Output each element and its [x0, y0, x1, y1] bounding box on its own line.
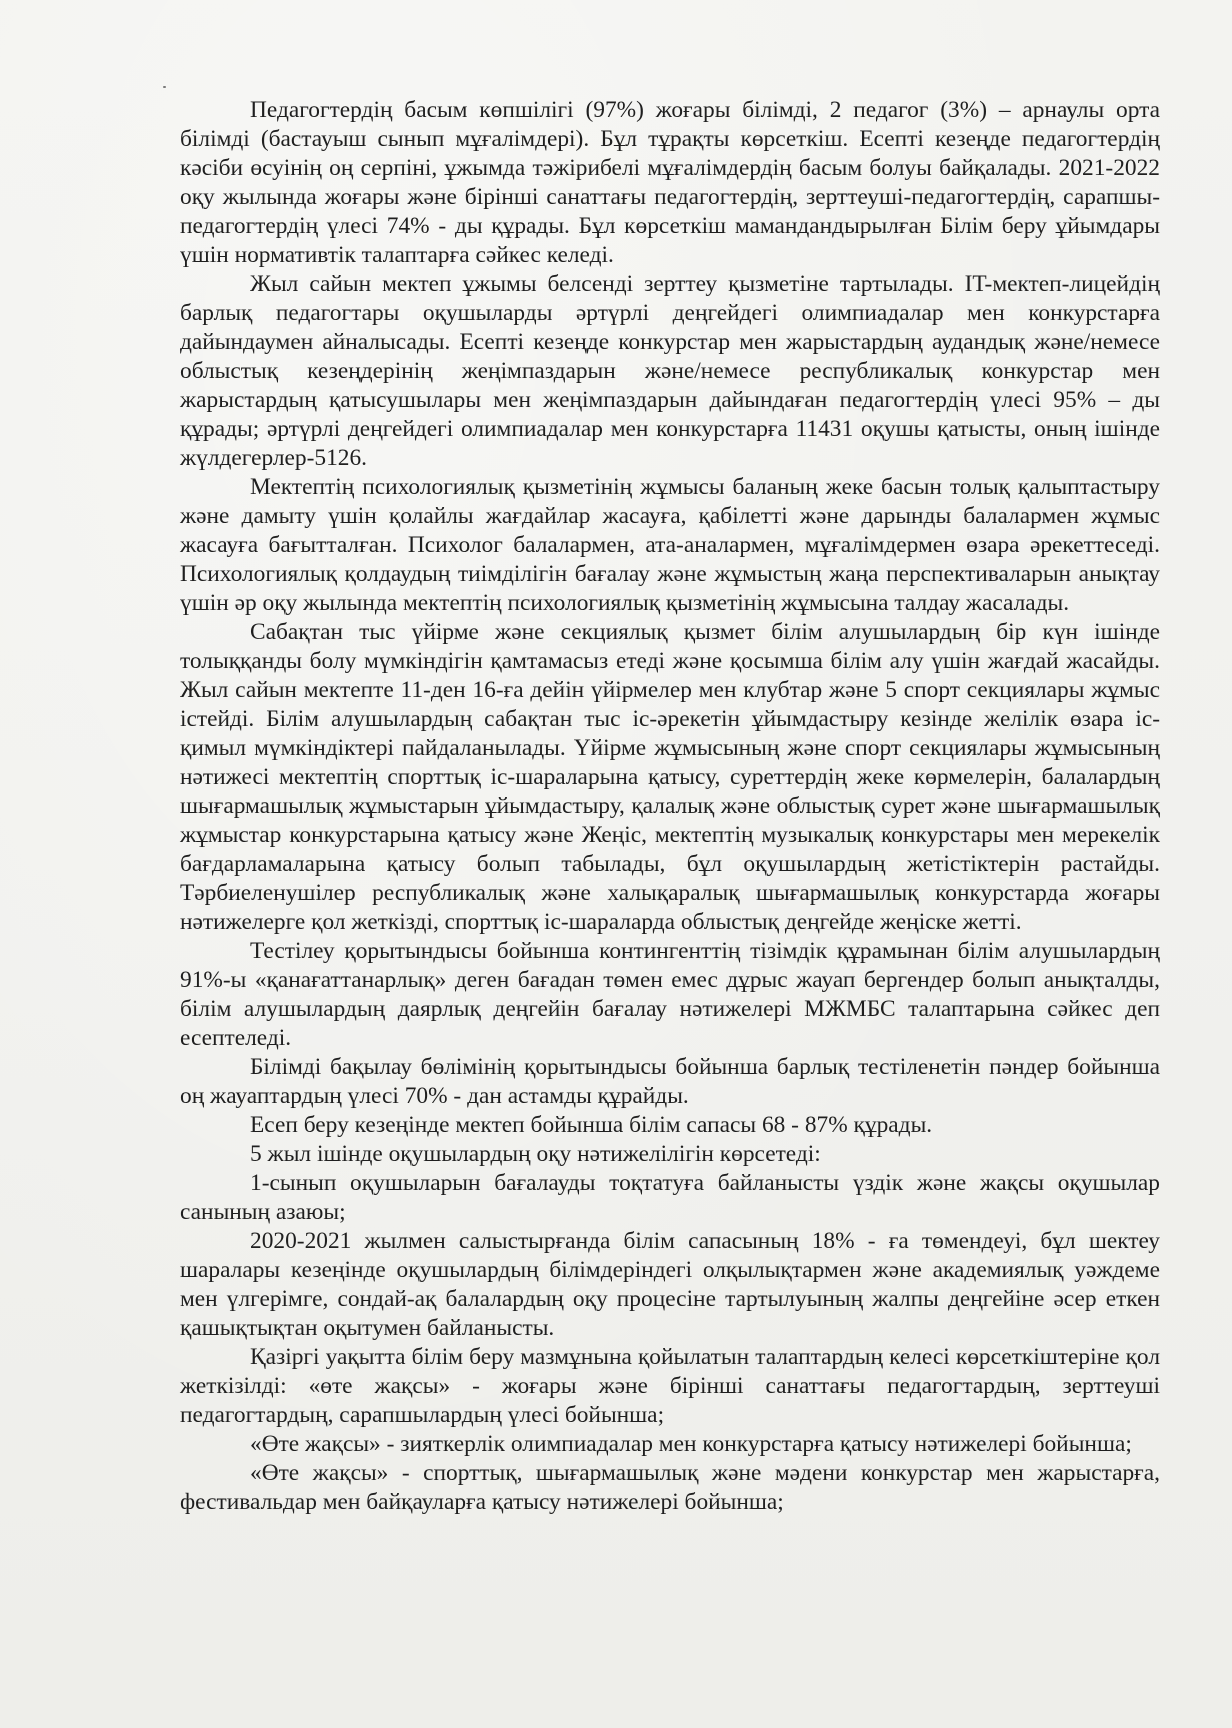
- paragraph-current-indicators: Қазіргі уақытта білім беру мазмұнына қойылатын талаптардың келесі көрсеткіштеріне қол жеткізілді: «өте жақсы» - жоғары және бірінші санаттағы педагогтардың, зерттеуші педагогтардың, сарапшылардың үлесі бойынша;: [180, 1344, 1160, 1428]
- paragraph-psychological-service: Мектептің психологиялық қызметінің жұмысы баланың жеке басын толық қалыптастыру және дамыту үшін қолайлы жағдайлар жасауға, қабілетті және дарынды балалармен жұмыс жасауға бағытталған. Психолог балалармен, ата-аналармен, мұғалімдермен өзара әрекеттеседі. Психологиялық қолдаудың тиімділігін бағалау және жұмыстың жаңа перспективаларын анықтау үшін әр оқу жылында мектептің психологиялық қызметінің жұмысына талдау жасалады.: [180, 474, 1160, 616]
- paragraph-quality-of-education: Есеп беру кезеңінде мектеп бойынша білім сапасы 68 - 87% құрады.: [250, 1112, 933, 1138]
- document-body: [180, 96, 1160, 1517]
- scan-speck: [163, 86, 166, 88]
- paragraph-teacher-qualification: Педагогтердің басым көпшілігі (97%) жоғары білімді, 2 педагог (3%) – арнаулы орта білімді (бастауыш сынып мұғалімдері). Бұл тұрақты көрсеткіш. Есепті кезеңде педагогтердің кәсіби өсуінің оң серпіні, ұжымда тәжірибелі мұғалімдердің басым болуы байқалады. 2021-2022 оқу жылында жоғары және бірінші санаттағы педагогтердің, зерттеуші-педагогтердің, сарапшы-педагогтердің үлесі 74% - ды құрады. Бұл көрсеткіш мамандандырылған Білім беру ұйымдары үшін нормативтік талаптарға сәйкес келеді.: [180, 97, 1160, 268]
- paragraph-competitions: «Өте жақсы» - спорттық, шығармашылық және мәдени конкурстар мен жарыстарға, фестивальдар мен байқауларға қатысу нәтижелері бойынша;: [180, 1460, 1160, 1515]
- paragraph-extracurricular-activities: Сабақтан тыс үйірме және секциялық қызмет білім алушылардың бір күн ішінде толыққанды болу мүмкіндігін қамтамасыз етеді және қосымша білім алу үшін жағдай жасайды. Жыл сайын мектепте 11-ден 16-ға дейін үйірмелер мен клубтар және 5 спорт секциялары жұмыс істейді. Білім алушылардың сабақтан тыс іс-әрекетін ұйымдастыру кезінде желілік өзара іс-қимыл мүмкіндіктері пайдаланылады. Үйірме жұмысының және спорт секциялары жұмысының нәтижесі мектептің спорттық іс-шараларына қатысу, суреттердің жеке көрмелерін, балалардың шығармашылық жұмыстарын ұйымдастыру, қалалық және облыстық сурет және шығармашылық жұмыстар конкурстарына қатысу және Жеңіс, мектептің музыкалық конкурстары мен мерекелік бағдарламаларына қатысу болып табылады, бұл оқушылардың жетістіктерін растайды. Тәрбиеленушілер республикалық және халықаралық шығармашылық конкурстарда жоғары нәтижелерге қол жеткізді, спорттық іс-шараларда облыстық деңгейде жеңіске жетті.: [180, 619, 1160, 935]
- paragraph-quality-decline: 2020-2021 жылмен салыстырғанда білім сапасының 18% - ға төмендеуі, бұл шектеу шаралары кезеңінде оқушылардың білімдеріндегі олқылықтармен және академиялық уәждеме мен үлгерімге, сондай-ақ балалардың оқу процесіне тартылуының жалпы деңгейіне әсер еткен қашықтықтан оқытумен байланысты.: [180, 1228, 1160, 1341]
- paragraph-first-grade: 1-сынып оқушыларын бағалауды тоқтатуға байланысты үздік және жақсы оқушылар санының азаюы;: [180, 1170, 1160, 1225]
- paragraph-research-activity: Жыл сайын мектеп ұжымы белсенді зерттеу қызметіне тартылады. IT-мектеп-лицейдің барлық педагогтары оқушыларды әртүрлі деңгейдегі олимпиадалар мен конкурстарға дайындаумен айналысады. Есепті кезеңде конкурстар мен жарыстардың аудандық және/немесе облыстық кезеңдерінің жеңімпаздарын және/немесе республикалық конкурстар мен жарыстардың қатысушылары мен жеңімпаздарын дайындаған педагогтердің үлесі 95% – ды құрады; әртүрлі деңгейдегі олимпиадалар мен конкурстарға 11431 оқушы қатысты, оның ішінде жүлдегерлер-5126.: [180, 271, 1160, 471]
- paragraph-testing-results: Тестілеу қорытындысы бойынша контингенттің тізімдік құрамынан білім алушылардың 91%-ы «қанағаттанарлық» деген бағадан төмен емес дұрыс жауап бергендер болып анықталды, білім алушылардың даярлық деңгейін бағалау нәтижелері МЖМБС талаптарына сәйкес деп есептеледі.: [180, 938, 1160, 1051]
- paragraph-knowledge-control: Білімді бақылау бөлімінің қорытындысы бойынша барлық тестіленетін пәндер бойынша оң жауаптардың үлесі 70% - дан астамды құрайды.: [180, 1054, 1160, 1109]
- paragraph-five-year-results: 5 жыл ішінде оқушылардың оқу нәтижелілігін көрсетеді:: [250, 1141, 821, 1167]
- paragraph-olympiads: «Өте жақсы» - зияткерлік олимпиадалар мен конкурстарға қатысу нәтижелері бойынша;: [250, 1431, 1132, 1457]
